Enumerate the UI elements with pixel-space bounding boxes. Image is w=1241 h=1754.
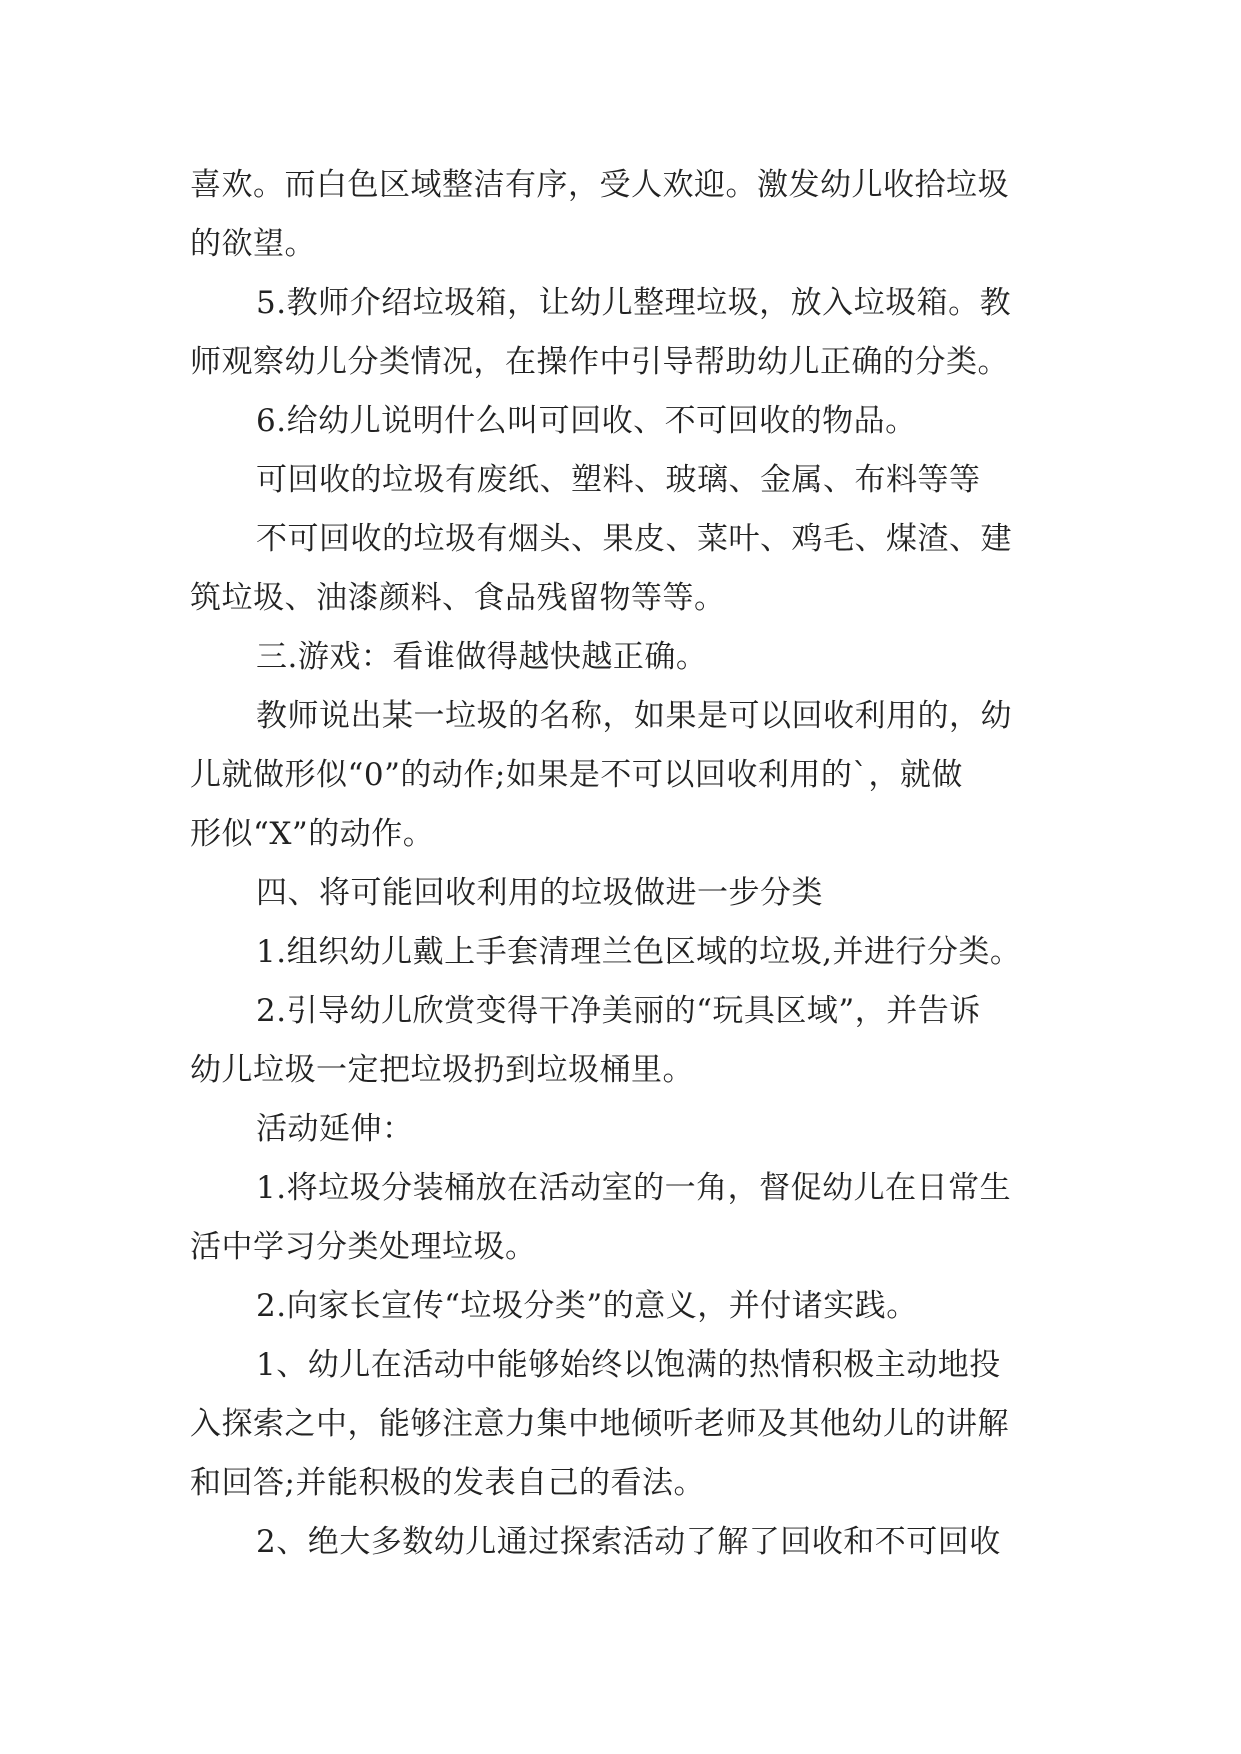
paragraph-line: 的欲望。 xyxy=(190,226,316,262)
paragraph-line: 和回答;并能积极的发表自己的看法。 xyxy=(190,1465,705,1501)
paragraph-line: 6.给幼儿说明什么叫可回收、不可回收的物品。 xyxy=(256,403,917,439)
paragraph-line: 活动延伸： xyxy=(256,1111,414,1147)
paragraph-line: 可回收的垃圾有废纸、塑料、玻璃、金属、布料等等 xyxy=(256,462,981,498)
paragraph-line: 师观察幼儿分类情况，在操作中引导帮助幼儿正确的分类。 xyxy=(190,344,1009,380)
paragraph-line: 形似“X”的动作。 xyxy=(190,816,435,852)
paragraph-line: 1.将垃圾分装桶放在活动室的一角，督促幼儿在日常生 xyxy=(256,1170,1012,1206)
paragraph-line: 2.向家长宣传“垃圾分类”的意义，并付诸实践。 xyxy=(256,1288,918,1324)
paragraph-line: 儿就做形似“0”的动作;如果是不可以回收利用的`，就做 xyxy=(190,757,963,793)
paragraph-line: 活中学习分类处理垃圾。 xyxy=(190,1229,537,1265)
paragraph-line: 喜欢。而白色区域整洁有序，受人欢迎。激发幼儿收拾垃圾 xyxy=(190,167,1009,203)
paragraph-line: 5.教师介绍垃圾箱，让幼儿整理垃圾，放入垃圾箱。教 xyxy=(256,285,1012,321)
paragraph-line: 筑垃圾、油漆颜料、食品残留物等等。 xyxy=(190,580,726,616)
paragraph-line: 1.组织幼儿戴上手套清理兰色区域的垃圾,并进行分类。 xyxy=(256,934,1022,970)
paragraph-line: 幼儿垃圾一定把垃圾扔到垃圾桶里。 xyxy=(190,1052,694,1088)
paragraph-line: 2、绝大多数幼儿通过探索活动了解了回收和不可回收 xyxy=(256,1524,1001,1560)
paragraph-line: 教师说出某一垃圾的名称，如果是可以回收利用的，幼 xyxy=(256,698,1012,734)
paragraph-line: 1、幼儿在活动中能够始终以饱满的热情积极主动地投 xyxy=(256,1347,1001,1383)
paragraph-line: 四、将可能回收利用的垃圾做进一步分类 xyxy=(256,875,823,911)
paragraph-line: 不可回收的垃圾有烟头、果皮、菜叶、鸡毛、煤渣、建 xyxy=(256,521,1012,557)
paragraph-line: 入探索之中，能够注意力集中地倾听老师及其他幼儿的讲解 xyxy=(190,1406,1009,1442)
paragraph-line: 2.引导幼儿欣赏变得干净美丽的“玩具区域”，并告诉 xyxy=(256,993,981,1029)
paragraph-line: 三.游戏：看谁做得越快越正确。 xyxy=(256,639,708,675)
